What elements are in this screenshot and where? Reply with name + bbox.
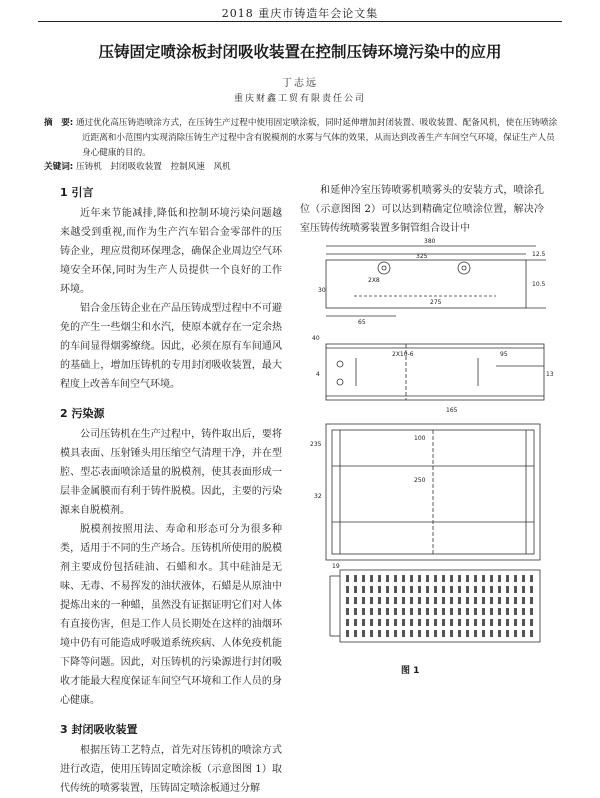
spray-hole [458,597,461,604]
spray-hole [458,575,461,582]
spray-hole [490,630,493,637]
dim-12-5: 12.5 [532,251,546,258]
keywords-label: 关键词: [44,162,74,172]
spray-hole [354,586,357,593]
spray-hole [418,575,421,582]
spray-hole [394,575,397,582]
spray-hole [450,630,453,637]
plate-top-view [326,260,526,308]
spray-hole [346,630,349,637]
section-3-title: 3 封闭吸收装置 [60,723,138,736]
spray-hole [410,619,413,626]
spray-hole [426,586,429,593]
spray-hole [386,586,389,593]
spray-hole [370,619,373,626]
spray-hole [498,586,501,593]
spray-hole [450,619,453,626]
spray-hole [450,575,453,582]
dim-13: 13 [546,371,554,378]
spray-hole [466,597,469,604]
dim-40: 40 [312,335,320,342]
dim-2x10: 2X10-6 [392,351,414,358]
spray-hole [506,619,509,626]
section-1-paragraph-1: 近年来节能减排,降低和控制环境污染问题越来越受到重视,而作为生产汽车铝合金零部件的压铸企业，理应贯彻环保理念，确保企业周边空气环境安全环保,同时为生产人员提供一个良好的工作环境。 [60,208,282,295]
spray-hole [410,630,413,637]
spray-hole [370,630,373,637]
spray-hole [482,575,485,582]
spray-hole [426,597,429,604]
spray-hole [402,586,405,593]
spray-hole [418,597,421,604]
spray-hole [490,586,493,593]
spray-hole [442,575,445,582]
keywords [44,160,560,172]
dim-325: 325 [416,253,428,260]
dim-275: 275 [430,299,442,306]
spray-hole [490,608,493,615]
dim-19: 19 [332,563,340,570]
spray-hole [410,586,413,593]
spray-hole [346,597,349,604]
spray-hole [402,575,405,582]
spray-hole [386,619,389,626]
spray-hole [522,608,525,615]
spray-hole [386,630,389,637]
spray-hole [402,630,405,637]
spray-hole [394,619,397,626]
spray-hole-grid [346,575,533,637]
spray-hole [442,586,445,593]
spray-hole [442,597,445,604]
spray-hole [522,586,525,593]
spray-hole [506,608,509,615]
spray-hole [418,586,421,593]
spray-hole [442,630,445,637]
plate-side-view [326,344,544,400]
spray-hole [482,630,485,637]
spray-hole [530,619,533,626]
left-column [60,183,282,798]
spray-hole [362,575,365,582]
spray-hole [410,608,413,615]
spray-hole [378,597,381,604]
spray-hole [498,619,501,626]
spray-hole [514,586,517,593]
hole-top-right [458,262,470,274]
affiliation: 重庆财鑫工贸有限责任公司 [233,94,366,104]
spray-hole [370,597,373,604]
spray-hole [418,619,421,626]
spray-hole [370,586,373,593]
spray-hole [386,608,389,615]
spray-hole [354,608,357,615]
spray-hole [434,608,437,615]
dim-10-5: 10.5 [532,281,546,288]
spray-hole [474,575,477,582]
figure-1-drawing [296,236,558,656]
spray-hole [506,586,509,593]
author: 丁志远 [282,78,318,89]
spray-hole [490,597,493,604]
spray-hole [418,630,421,637]
spray-hole [498,597,501,604]
spray-hole [418,608,421,615]
dim-250: 250 [414,477,426,484]
figure-caption: 图 1 [401,666,420,676]
spray-hole [458,586,461,593]
spray-hole [354,597,357,604]
spray-hole [346,608,349,615]
spray-hole [474,630,477,637]
section-2-paragraph-1: 公司压铸机在生产过程中，铸件取出后，要将模具表面、压射锤头用压缩空气清理干净，并在型腔、型芯表面喷涂适量的脱模剂，使其表面形成一层非金属膜而有利于铸件脱模。因此，主要的污染源来自脱模剂。 [60,429,282,516]
spray-hole [514,619,517,626]
section-2-paragraph-2: 脱模剂按照用法、寿命和形态可分为很多种类，适用于不同的生产场合。压铸机所使用的脱模剂主要成份包括硅油、石蜡和水。其中硅油是无味、无毒、不易挥发的油状液体，石蜡是从原油中提炼出来的一种蜡，虽然没有证据证明它们对人体有直接伤害，但是工作人员长期处在这样的油烟环境中仍有可能造成呼吸道系统疾病、人体免疫机能下降等问题。因此，对压铸机的污染源进行封闭吸收才能最大程度保证车间空气环境和工作人员的身心健康。 [60,524,282,706]
header-rule [38,21,562,22]
spray-hole [530,608,533,615]
spray-hole [426,630,429,637]
spray-hole [434,630,437,637]
spray-hole [498,575,501,582]
spray-hole [482,586,485,593]
spray-hole [434,597,437,604]
spray-hole [466,575,469,582]
spray-hole [530,597,533,604]
spray-hole [506,597,509,604]
right-paragraph-1: 和延伸冷室压铸喷雾机喷雾头的安装方式，喷涂孔位（示意图图 2）可以达到精确定位喷涂位置，解决冷室压铸传统喷雾装置多铜管组合设计中 [300,185,544,234]
spray-hole [514,630,517,637]
spray-hole [506,630,509,637]
spray-hole [370,575,373,582]
spray-hole [378,608,381,615]
spray-hole [386,597,389,604]
spray-hole [522,575,525,582]
section-1-paragraph-2: 铝合金压铸企业在产品压铸成型过程中不可避免的产生一些烟尘和水汽，使原本就存在一定余热的车间显得烟雾缭绕。因此，必须在原有车间通风的基础上，增加压铸机的专用封闭吸收装置，最大程度上改善车间空气环境。 [60,303,282,390]
spray-hole [362,586,365,593]
spray-hole [522,597,525,604]
keywords-text: 压铸机 封闭吸收装置 控制风速 风机 [75,162,231,172]
dim-65: 65 [358,319,366,326]
hole-top-left [378,262,390,274]
spray-hole [450,597,453,604]
running-header: 2018 重庆市铸造年会论文集 [221,7,379,20]
dim-30: 30 [318,287,326,294]
spray-hole [402,619,405,626]
dim-165: 165 [446,407,458,414]
spray-hole [378,619,381,626]
spray-hole [482,597,485,604]
spray-hole [466,630,469,637]
dim-235: 235 [310,441,322,448]
spray-hole [522,619,525,626]
spray-hole [514,597,517,604]
spray-hole [474,619,477,626]
paper-title: 压铸固定喷涂板封闭吸收装置在控制压铸环境污染中的应用 [98,43,502,61]
spray-hole [466,608,469,615]
abstract-text: 通过优化高压铸造喷涂方式，在压铸生产过程中使用固定喷涂板，同时延伸增加封闭装置、吸收装置、配备风机，使在压铸喷涂近距离和小范围内实现消除压铸生产过程中含有脱模剂的水雾与气体的效果，从而达到改善生产车间空气环境，保证生产人员身心健康的目的。 [75,118,558,158]
spray-hole [450,586,453,593]
spray-hole [378,575,381,582]
spray-hole [426,608,429,615]
spray-hole [410,597,413,604]
spray-hole [434,575,437,582]
spray-hole [530,630,533,637]
abstract [44,116,560,161]
spray-hole [450,608,453,615]
spray-hole [514,575,517,582]
spray-hole [394,608,397,615]
spray-hole [410,575,413,582]
spray-hole [474,586,477,593]
spray-hole [346,619,349,626]
spray-hole [458,619,461,626]
spray-hole [498,630,501,637]
spray-hole [362,630,365,637]
spray-hole [442,608,445,615]
spray-hole [458,608,461,615]
spray-hole [522,630,525,637]
section-2-title: 2 污染源 [60,407,105,420]
spray-hole [394,597,397,604]
spray-hole [474,597,477,604]
spray-hole [466,619,469,626]
spray-hole [490,619,493,626]
section-1-title: 1 引言 [60,186,94,199]
spray-hole [402,597,405,604]
spray-hole [434,586,437,593]
dim-380: 380 [424,238,436,245]
spray-hole [466,586,469,593]
spray-hole [474,608,477,615]
spray-hole [482,619,485,626]
spray-hole [426,575,429,582]
spray-hole [530,575,533,582]
spray-hole [346,586,349,593]
spray-hole [394,586,397,593]
spray-hole [458,630,461,637]
spray-hole [378,630,381,637]
dim-100: 100 [414,435,426,442]
spray-hole [346,575,349,582]
spray-hole [386,575,389,582]
spray-hole [354,619,357,626]
spray-hole [490,575,493,582]
dim-32: 32 [314,493,322,500]
dim-4: 4 [316,371,320,378]
spray-hole [426,619,429,626]
spray-hole [378,586,381,593]
abstract-label: 摘 要: [44,118,74,128]
spray-hole [402,608,405,615]
spray-hole [498,608,501,615]
spray-hole [362,619,365,626]
spray-hole [530,586,533,593]
spray-hole [354,630,357,637]
section-3-paragraph-1: 根据压铸工艺特点，首先对压铸机的喷涂方式进行改造，使用压铸固定喷涂板（示意图图 1）取代传统的喷雾装置，压铸固定喷涂板通过分解 [60,745,282,794]
spray-hole [370,608,373,615]
spray-hole [394,630,397,637]
spray-hole [434,619,437,626]
spray-hole [442,619,445,626]
dim-95: 95 [500,351,508,358]
right-column [300,181,544,238]
spray-hole [482,608,485,615]
spray-hole [362,597,365,604]
spray-hole [506,575,509,582]
spray-hole [362,608,365,615]
spray-hole [354,575,357,582]
spray-hole [514,608,517,615]
dim-2x8: 2X8 [368,277,380,284]
